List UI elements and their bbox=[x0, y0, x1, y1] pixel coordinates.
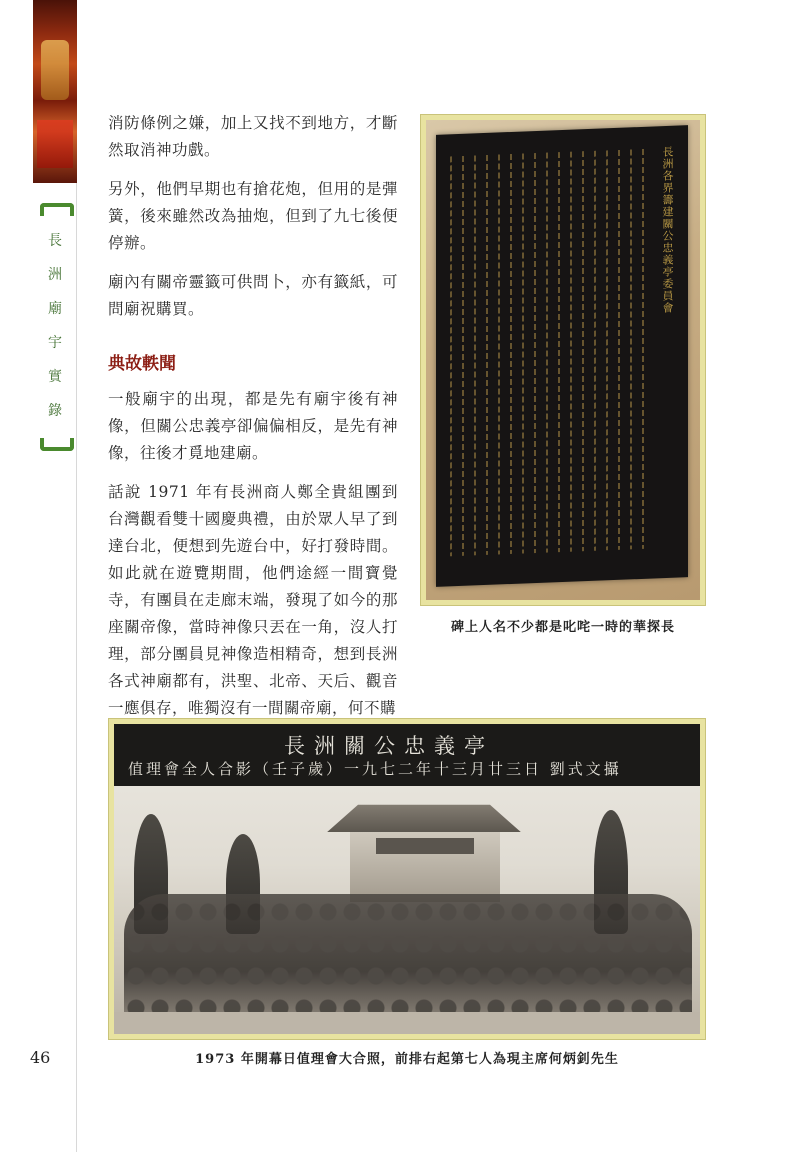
body-paragraph: 一般廟宇的出現，都是先有廟宇後有神像，但關公忠義亭卻偏偏相反，是先有神像，往後才覓地建廟。 bbox=[108, 390, 398, 462]
main-text-column bbox=[108, 110, 398, 734]
page-number: 46 bbox=[30, 1048, 51, 1067]
group-of-people bbox=[124, 894, 692, 1024]
stele-inscription-lines bbox=[450, 149, 650, 557]
stele-photo bbox=[420, 114, 706, 606]
banner-title: 長洲關公忠義亭 bbox=[284, 734, 494, 758]
stele-board bbox=[436, 125, 688, 587]
sidebar-char: 洲 bbox=[48, 267, 62, 283]
group-photo bbox=[108, 718, 706, 1040]
sidebar-char: 廟 bbox=[48, 301, 62, 317]
body-paragraph: 話說 1971 年有長洲商人鄭全貴組團到台灣觀看雙十國慶典禮，由於眾人早了到達台北，便想到先遊台中，好打發時間。如此就在遊覽期間，他們途經一間寶覺寺，有團員在走廊末端，發現了如今的那座關帝像，當時神像只丟在一角，沒人打理，部分團員見神像造相精奇，想到長洲各式神廟都有，洪聖、北帝、天后、觀音一應俱存，唯獨沒有一間關帝廟，何不購 bbox=[108, 483, 398, 717]
banner-subtitle: 值理會全人合影（壬子歲）一九七二年十三月廿三日 劉式文攝 bbox=[128, 760, 622, 778]
body-paragraph: 消防條例之嫌，加上又找不到地方，才斷然取消神功戲。 bbox=[108, 114, 398, 159]
temple-corner-photo bbox=[33, 0, 77, 183]
sidebar-char: 錄 bbox=[48, 403, 62, 419]
body-paragraph: 另外，他們早期也有搶花炮，但用的是彈簧，後來雖然改為抽炮，但到了九七後便停辦。 bbox=[108, 180, 398, 252]
stele-inscription-title: 長洲各界籌建關公忠義亭委員會 bbox=[661, 145, 674, 315]
sidebar-char: 宇 bbox=[48, 335, 62, 351]
ground bbox=[114, 1012, 700, 1034]
sidebar-book-title bbox=[40, 203, 70, 451]
sidebar-char: 長 bbox=[48, 233, 62, 249]
photo-banner bbox=[114, 724, 700, 786]
pavilion-roof bbox=[314, 798, 534, 832]
pavilion-sign bbox=[376, 838, 474, 854]
section-heading: 典故軼聞 bbox=[108, 354, 176, 374]
stele-caption: 碑上人名不少都是叱咤一時的華探長 bbox=[450, 620, 675, 635]
body-paragraph: 廟內有關帝靈籤可供問卜，亦有籤紙，可問廟祝購買。 bbox=[108, 273, 398, 318]
sidebar-char: 實 bbox=[48, 369, 62, 385]
bracket-top-icon bbox=[40, 203, 74, 216]
group-photo-caption: 1973 年開幕日值理會大合照，前排右起第七人為現主席何炳釗先生 bbox=[195, 1052, 619, 1067]
bracket-bottom-icon bbox=[40, 438, 74, 451]
